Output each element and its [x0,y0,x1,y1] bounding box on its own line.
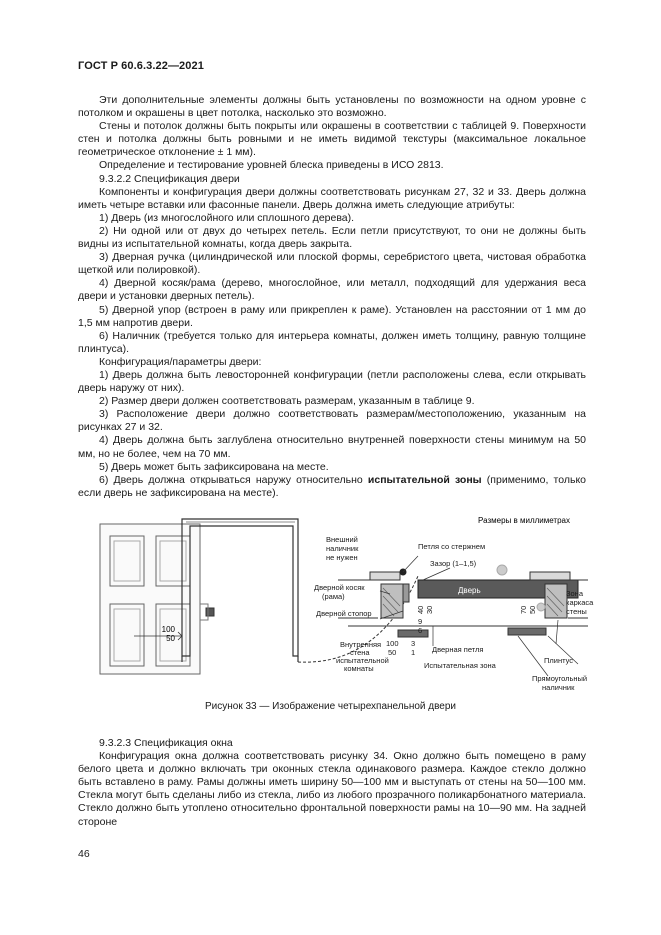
outer-trim [370,572,400,580]
dimension-label: 100 [386,639,399,648]
dimension-label: 30 [425,605,434,614]
units-note: Размеры в миллиметрах [478,516,570,525]
dimension-label: 50 [166,634,175,643]
label-plinth: Плинтус [544,656,574,665]
text-run: (применимо, только если дверь не зафиксирована на месте). [78,473,586,499]
door-handle-icon [206,608,214,616]
figure-door-drawing [78,516,594,694]
hinge-icon [537,603,545,611]
door-stop [403,584,409,602]
right-trim [530,572,570,580]
list-item: 2) Ни одной или от двух до четырех петель. Если петли присутствуют, то они не должны быть видны из испытательной комнаты, когда дверь закрыта. [78,224,586,251]
paragraph: Конфигурация окна должна соответствовать рисунку 34. Окно должно быть помещено в раму белого цвета и должно включать три оконных стекла одинакового размера. Каждое стекло должно быть вставлено в раму. Рамы должны иметь ширину 50—100 мм и выступать от стены на 50—100 мм. Стекла могут быть сделаны либо из стекла, либо из любого прозрачного поликарбонатного материала. Стекло должно быть утоплено относительно фронтальной поверхности рамы на 10—90 мм. На задней стороне [78,750,586,828]
list-item: 2) Размер двери должен соответствовать размерам, указанным в таблице 9. [99,395,475,408]
label-hinge: Дверная петля [432,645,484,654]
label-jamb: Дверной косяк [314,583,365,592]
plinth [398,630,428,637]
list-item: 1) Дверь (из многослойного или сплошного дерева). [99,211,355,224]
label-rect-trim: наличник [542,683,575,692]
bold-term: испытательной зоны [367,473,482,486]
paragraph: Определение и тестирование уровней блеска приведены в ИСО 2813. [99,159,444,172]
paragraph: Компоненты и конфигурация двери должны соответствовать рисункам 27, 32 и 33. Дверь должна иметь четыре вставки или фасонные панели. Дверь должна иметь следующие атрибуты: [78,185,586,211]
body-text [78,94,586,500]
label-inner-wall: испытательной [336,656,389,665]
label-inner-wall: комнаты [344,664,374,673]
paragraph: Стены и потолок должны быть покрыты или окрашены в соответствии с таблицей 9. Поверхности стен и потолка должны быть ровными и не иметь видимой текстуры (максимальное локальное геометрическое отклонение ± 1 мм). [78,120,586,159]
dimension-label: 40 [416,605,425,614]
list-item: 4) Дверной косяк/рама (дерево, многослойное, или металл, подходящий для удержания веса двери и установки дверных петель). [78,277,586,303]
paragraph: Эти дополнительные элементы должны быть установлены по возможности на одном уровне с потолком и окрашены в цвет потолка, насколько это возможно. [78,94,586,120]
page-number: 46 [78,848,90,860]
label-hinge-pin: Петля со стержнем [418,542,486,551]
dimension-label: 6 [418,626,423,635]
text-run: 6) Дверь должна открываться наружу относительно [99,473,368,486]
label-outer-trim: не нужен [326,553,358,562]
leader-line [423,568,450,580]
dimension-label: 70 [519,605,528,614]
paragraph: Конфигурация/параметры двери: [99,355,262,368]
dimension-label: 9 [418,617,423,626]
door-figure-svg [78,516,594,694]
door-elevation [100,524,214,674]
list-item: 3) Расположение двери должно соответствовать размерам/местоположению, указанным на рисунках 27 и 32. [78,408,586,434]
label-test-zone: Испытательная зона [424,661,496,670]
document-header: ГОСТ Р 60.6.3.22—2021 [78,60,204,72]
label-rect-trim: Прямоугольный [532,674,588,683]
figure-caption: Рисунок 33 — Изображение четырехпанельной двери [204,701,457,712]
dimension-label: 3 [411,639,416,648]
section-heading: 9.3.2.3 Спецификация окна [99,737,233,749]
list-item: 4) Дверь должна быть заглублена относительно внутренней поверхности стены минимум на 50 мм, но не более, чем на 70 мм. [78,434,586,460]
leader-line [556,620,558,644]
dimension-label: 100 [161,625,175,634]
label-door: Дверь [458,586,481,595]
list-item: 6) Наличник (требуется только для интерьера комнаты, должен иметь толщину, равную толщине плинтуса). [78,329,586,355]
dimension-label: 50 [388,648,397,657]
label-frame-zone: стены [566,607,587,616]
hinge-icon [497,565,507,575]
label-outer-trim: наличник [326,544,359,553]
label-frame-zone: каркаса [566,598,594,607]
label-door-stop: Дверной стопор [316,609,372,618]
list-item: 5) Дверной упор (встроен в раму или прикреплен к раме). Установлен на расстоянии от 1 мм до 1,5 мм напротив двери. [78,303,586,329]
label-frame-zone: Зона [566,589,584,598]
label-jamb: (рама) [322,592,345,601]
door-outline [100,524,200,674]
label-inner-wall: Внутренняя [340,640,382,649]
section-heading: 9.3.2.2 Спецификация двери [99,172,240,185]
label-inner-wall: стена [350,648,370,657]
body-text [78,737,586,829]
leader-line [403,556,418,572]
list-item: 3) Дверная ручка (цилиндрической или плоской формы, серебристого цвета, чистовая обработка щеткой или полировкой). [78,251,586,277]
plinth [508,628,546,635]
dimension-label: 1 [411,648,416,657]
list-item: 1) Дверь должна быть левосторонней конфигурации (петли расположены слева, если открывать дверь наружу от них). [78,368,586,395]
label-outer-trim: Внешний [326,535,358,544]
dimension-label: 50 [528,605,537,614]
list-item [78,474,586,500]
list-item: 5) Дверь может быть зафиксирована на месте. [99,460,329,473]
label-gap: Зазор (1–1,5) [430,559,477,568]
